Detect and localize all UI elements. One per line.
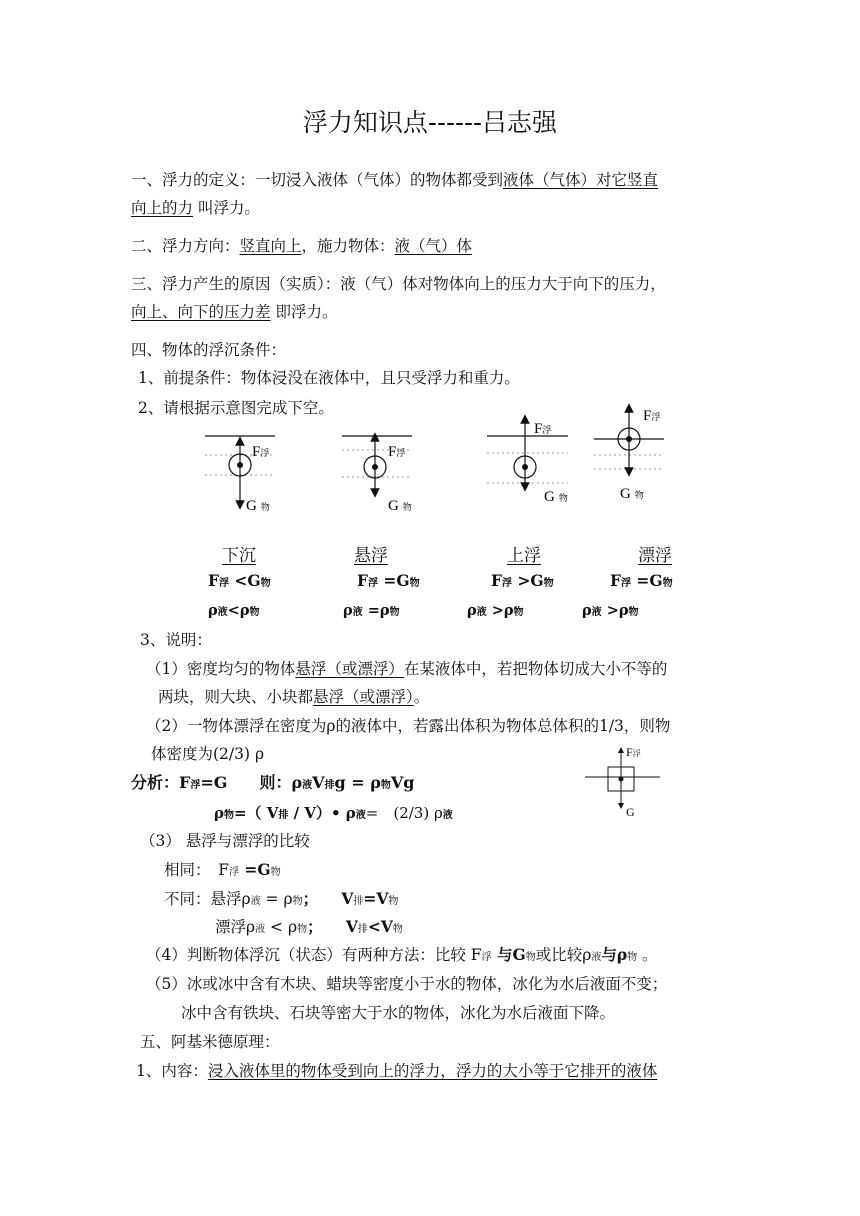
note5-line2: 冰中含有铁块、石块等密大于水的物体，冰化为水后液面下降。: [181, 1004, 616, 1022]
note2-line2: 体密度为(2/3) ρ: [151, 745, 265, 763]
floating-box-figure: [580, 742, 670, 822]
density-relation-floating: ρ液 >ρ物: [582, 602, 639, 619]
definition-tail: 叫浮力。: [193, 199, 260, 217]
cause-tail: 即浮力。: [270, 303, 338, 321]
analysis-line2: ρ物=（ V排 / V）• ρ液= (2/3) ρ液: [214, 804, 453, 822]
cause-text: 三、浮力产生的原因（实质）：液（气）体对物体向上的压力大于向下的压力，: [131, 275, 666, 293]
fig-g-label: G: [626, 805, 635, 819]
force-relation-rising: F浮 >G物: [491, 571, 554, 590]
diagram4-g-label: G物: [620, 486, 644, 502]
premise-line: 1、前提条件：物体浸没在液体中，且只受浮力和重力。: [138, 369, 520, 387]
definition-underlined-2: 向上的力: [131, 199, 194, 217]
cause-underlined: 向上、向下的压力差: [131, 303, 271, 321]
archimedes-content: 1、内容：浸入液体里的物体受到向上的浮力，浮力的大小等于它排开的液体: [136, 1062, 658, 1080]
force-relation-suspended: F浮 =G物: [357, 571, 420, 590]
direction-value: 竖直向上: [239, 237, 302, 255]
cause-line-2: [131, 301, 337, 323]
note4: （4）判断物体浮沉（状态）有两种方法：比较 F浮 与G物或比较ρ液与ρ物 。: [146, 945, 658, 964]
direction-label: 二、浮力方向：: [131, 237, 240, 255]
diagram-floating: [594, 408, 664, 502]
note1-line1: （1）密度均匀的物体悬浮（或漂浮）在某液体中，若把物体切成大小不等的: [146, 660, 668, 678]
page-title: 浮力知识点------吕志强: [302, 108, 558, 137]
diagram3-g-label: G物: [544, 489, 568, 505]
diagram2-g-label: G物: [388, 498, 412, 514]
notes-heading: 3、说明：: [140, 631, 212, 649]
direction-line: [131, 235, 472, 257]
case-sinking: 下沉: [222, 546, 256, 566]
case-suspended: 悬浮: [354, 546, 388, 566]
density-relation-sinking: ρ液<ρ物: [208, 602, 260, 619]
diagram4-f-label: F浮: [643, 408, 661, 424]
section4-heading: 四、物体的浮沉条件：: [131, 341, 287, 359]
definition-text: 一、浮力的定义：一切浸入液体（气体）的物体都受到: [131, 171, 504, 189]
diagram1-f-label: F浮: [252, 444, 270, 460]
definition-line-2: [131, 197, 260, 219]
cause-line-1: [131, 273, 666, 295]
density-relation-rising: ρ液 >ρ物: [467, 602, 524, 619]
note3-same: 相同： F浮 =G物: [164, 860, 281, 879]
note3-heading: （3） 悬浮与漂浮的比较: [140, 832, 310, 850]
force-relation-sinking: F浮 <G物: [208, 571, 271, 590]
buoyancy-diagrams: [0, 395, 860, 525]
diagram3-f-label: F浮: [534, 421, 552, 437]
note2-line1: （2）一物体漂浮在密度为ρ的液体中，若露出体积为物体总体积的1/3，则物: [146, 717, 671, 735]
agent-label: ，施力物体：: [301, 237, 395, 255]
agent-value: 液（气）体: [394, 237, 473, 255]
diagram-rising: [487, 419, 568, 505]
definition-line-1: [131, 169, 658, 191]
diagram-suspended: [342, 436, 412, 514]
note3-diff2: 漂浮ρ液 < ρ物； V排<V物: [215, 917, 403, 936]
note5-line1: （5）冰或冰中含有木块、蜡块等密度小于水的物体，冰化为水后液面不变；: [146, 975, 668, 993]
diagram2-f-label: F浮: [388, 444, 406, 460]
diagram-sinking: [205, 436, 275, 514]
instruction-line: 2、请根据示意图完成下空。: [138, 399, 334, 417]
diagram1-g-label: G物: [246, 498, 270, 514]
definition-underlined: 液体（气体）对它竖直: [503, 171, 659, 189]
density-relation-suspended: ρ液 =ρ物: [343, 602, 400, 619]
section5-heading: 五、阿基米德原理：: [140, 1033, 280, 1051]
case-floating: 漂浮: [638, 546, 672, 566]
force-relation-floating: F浮 =G物: [610, 571, 673, 590]
fig-f-label: F浮: [626, 745, 641, 759]
note1-line2: 两块，则大块、小块都悬浮（或漂浮）。: [158, 688, 430, 706]
analysis-line1: 分析：F浮=G 则：ρ液V排g = ρ物Vg: [131, 773, 415, 792]
case-rising: 上浮: [507, 546, 541, 566]
note3-diff1: 不同：悬浮ρ液 = ρ物； V排=V物: [164, 889, 399, 908]
